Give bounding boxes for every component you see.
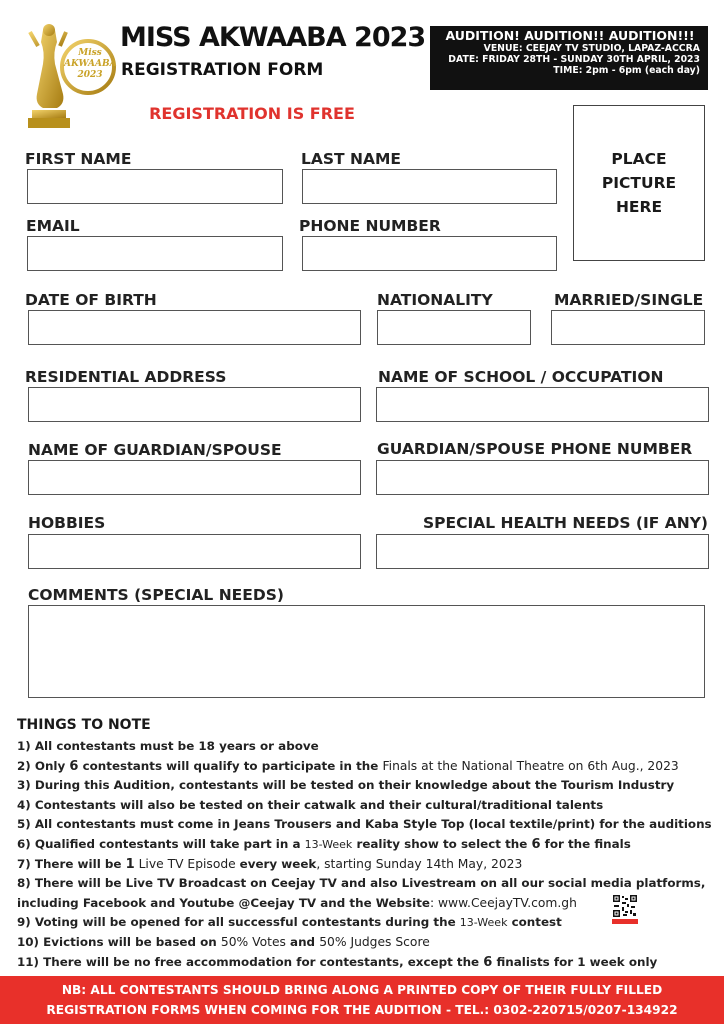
photo-label-1: PLACE	[611, 150, 667, 168]
health-needs-field[interactable]	[376, 534, 709, 569]
registration-free-banner: REGISTRATION IS FREE	[149, 104, 355, 123]
note-item: 1) All contestants must be 18 years or above	[17, 739, 319, 753]
footer-line-1: NB: ALL CONTESTANTS SHOULD BRING ALONG A PRINTED COPY OF THEIR FULLY FILLED	[61, 983, 663, 997]
school-occupation-label: NAME OF SCHOOL / OCCUPATION	[378, 368, 664, 386]
email-label: EMAIL	[26, 217, 80, 235]
audition-venue: VENUE: CEEJAY TV STUDIO, LAPAZ-ACCRA	[483, 43, 700, 54]
logo-script-text: Miss AKWAABA 2023	[64, 48, 117, 80]
nationality-label: NATIONALITY	[377, 291, 493, 309]
notes-list	[17, 737, 717, 972]
dob-label: DATE OF BIRTH	[25, 291, 157, 309]
marital-status-label: MARRIED/SINGLE	[554, 291, 704, 309]
photo-label-2: PICTURE	[601, 174, 677, 192]
note-item: 3) During this Audition, contestants will be tested on their knowledge about the Tourism Industry	[17, 778, 675, 793]
form-title: MISS AKWAABA 2023	[120, 22, 426, 53]
photo-label-3: HERE	[615, 198, 663, 216]
last-name-label: LAST NAME	[301, 150, 401, 168]
last-name-field[interactable]	[302, 169, 557, 204]
note-item: 10) Evictions will be based on 50% Votes and 50% Judges Score	[17, 934, 430, 949]
first-name-field[interactable]	[27, 169, 283, 204]
guardian-label: NAME OF GUARDIAN/SPOUSE	[28, 441, 282, 459]
note-item: 2) Only 6 contestants will qualify to participate in the Finals at the National Theatre on 6th Aug., 2023	[17, 758, 679, 774]
audition-date: DATE: FRIDAY 28TH - SUNDAY 30TH APRIL, 2023	[448, 54, 700, 65]
qr-code-icon	[612, 894, 638, 924]
audition-info-box	[430, 26, 708, 90]
guardian-field[interactable]	[28, 460, 361, 495]
footer-banner	[0, 976, 724, 1024]
audition-time: TIME: 2pm - 6pm (each day)	[553, 65, 700, 76]
phone-label: PHONE NUMBER	[299, 217, 441, 235]
notes-title: THINGS TO NOTE	[17, 717, 151, 733]
comments-label: COMMENTS (SPECIAL NEEDS)	[28, 586, 284, 604]
dob-field[interactable]	[28, 310, 361, 345]
health-needs-label: SPECIAL HEALTH NEEDS (IF ANY)	[423, 514, 709, 532]
photo-placeholder[interactable]	[573, 105, 705, 261]
comments-field[interactable]	[28, 605, 705, 698]
website-link: : www.CeejayTV.com.gh	[429, 895, 577, 910]
address-field[interactable]	[28, 387, 361, 422]
note-item: including Facebook and Youtube @Ceejay TV and the Website: www.CeejayTV.com.gh	[17, 895, 577, 910]
note-item: 4) Contestants will also be tested on their catwalk and their cultural/traditional talents	[17, 797, 604, 812]
guardian-phone-field[interactable]	[376, 460, 709, 495]
note-item: 9) Voting will be opened for all successful contestants during the 13-Week contest	[17, 915, 562, 930]
hobbies-field[interactable]	[28, 534, 361, 569]
hobbies-label: HOBBIES	[28, 514, 106, 532]
note-item: 8) There will be Live TV Broadcast on Ceejay TV and also Livestream on all our social media platforms,	[17, 876, 706, 891]
footer-line-2: REGISTRATION FORMS WHEN COMING FOR THE AUDITION - TEL.: 0302-220715/0207-134922	[46, 1003, 678, 1017]
email-field[interactable]	[27, 236, 283, 271]
guardian-phone-label: GUARDIAN/SPOUSE PHONE NUMBER	[377, 440, 693, 458]
school-occupation-field[interactable]	[376, 387, 709, 422]
phone-field[interactable]	[302, 236, 557, 271]
note-item: 5) All contestants must come in Jeans Trousers and Kaba Style Top (local textile/print) for the auditions	[17, 817, 712, 832]
first-name-label: FIRST NAME	[25, 150, 132, 168]
note-item: 11) There will be no free accommodation for contestants, except the 6 finalists for 1 week only	[17, 954, 658, 970]
form-subtitle: REGISTRATION FORM	[121, 60, 324, 80]
marital-status-field[interactable]	[551, 310, 705, 345]
address-label: RESIDENTIAL ADDRESS	[25, 368, 227, 386]
nationality-field[interactable]	[377, 310, 531, 345]
audition-heading: AUDITION! AUDITION!! AUDITION!!!	[445, 28, 695, 43]
note-item: 7) There will be 1 Live TV Episode every week, starting Sunday 14th May, 2023	[17, 856, 523, 872]
note-item: 6) Qualified contestants will take part in a 13-Week reality show to select the 6 for the finals	[17, 836, 631, 852]
